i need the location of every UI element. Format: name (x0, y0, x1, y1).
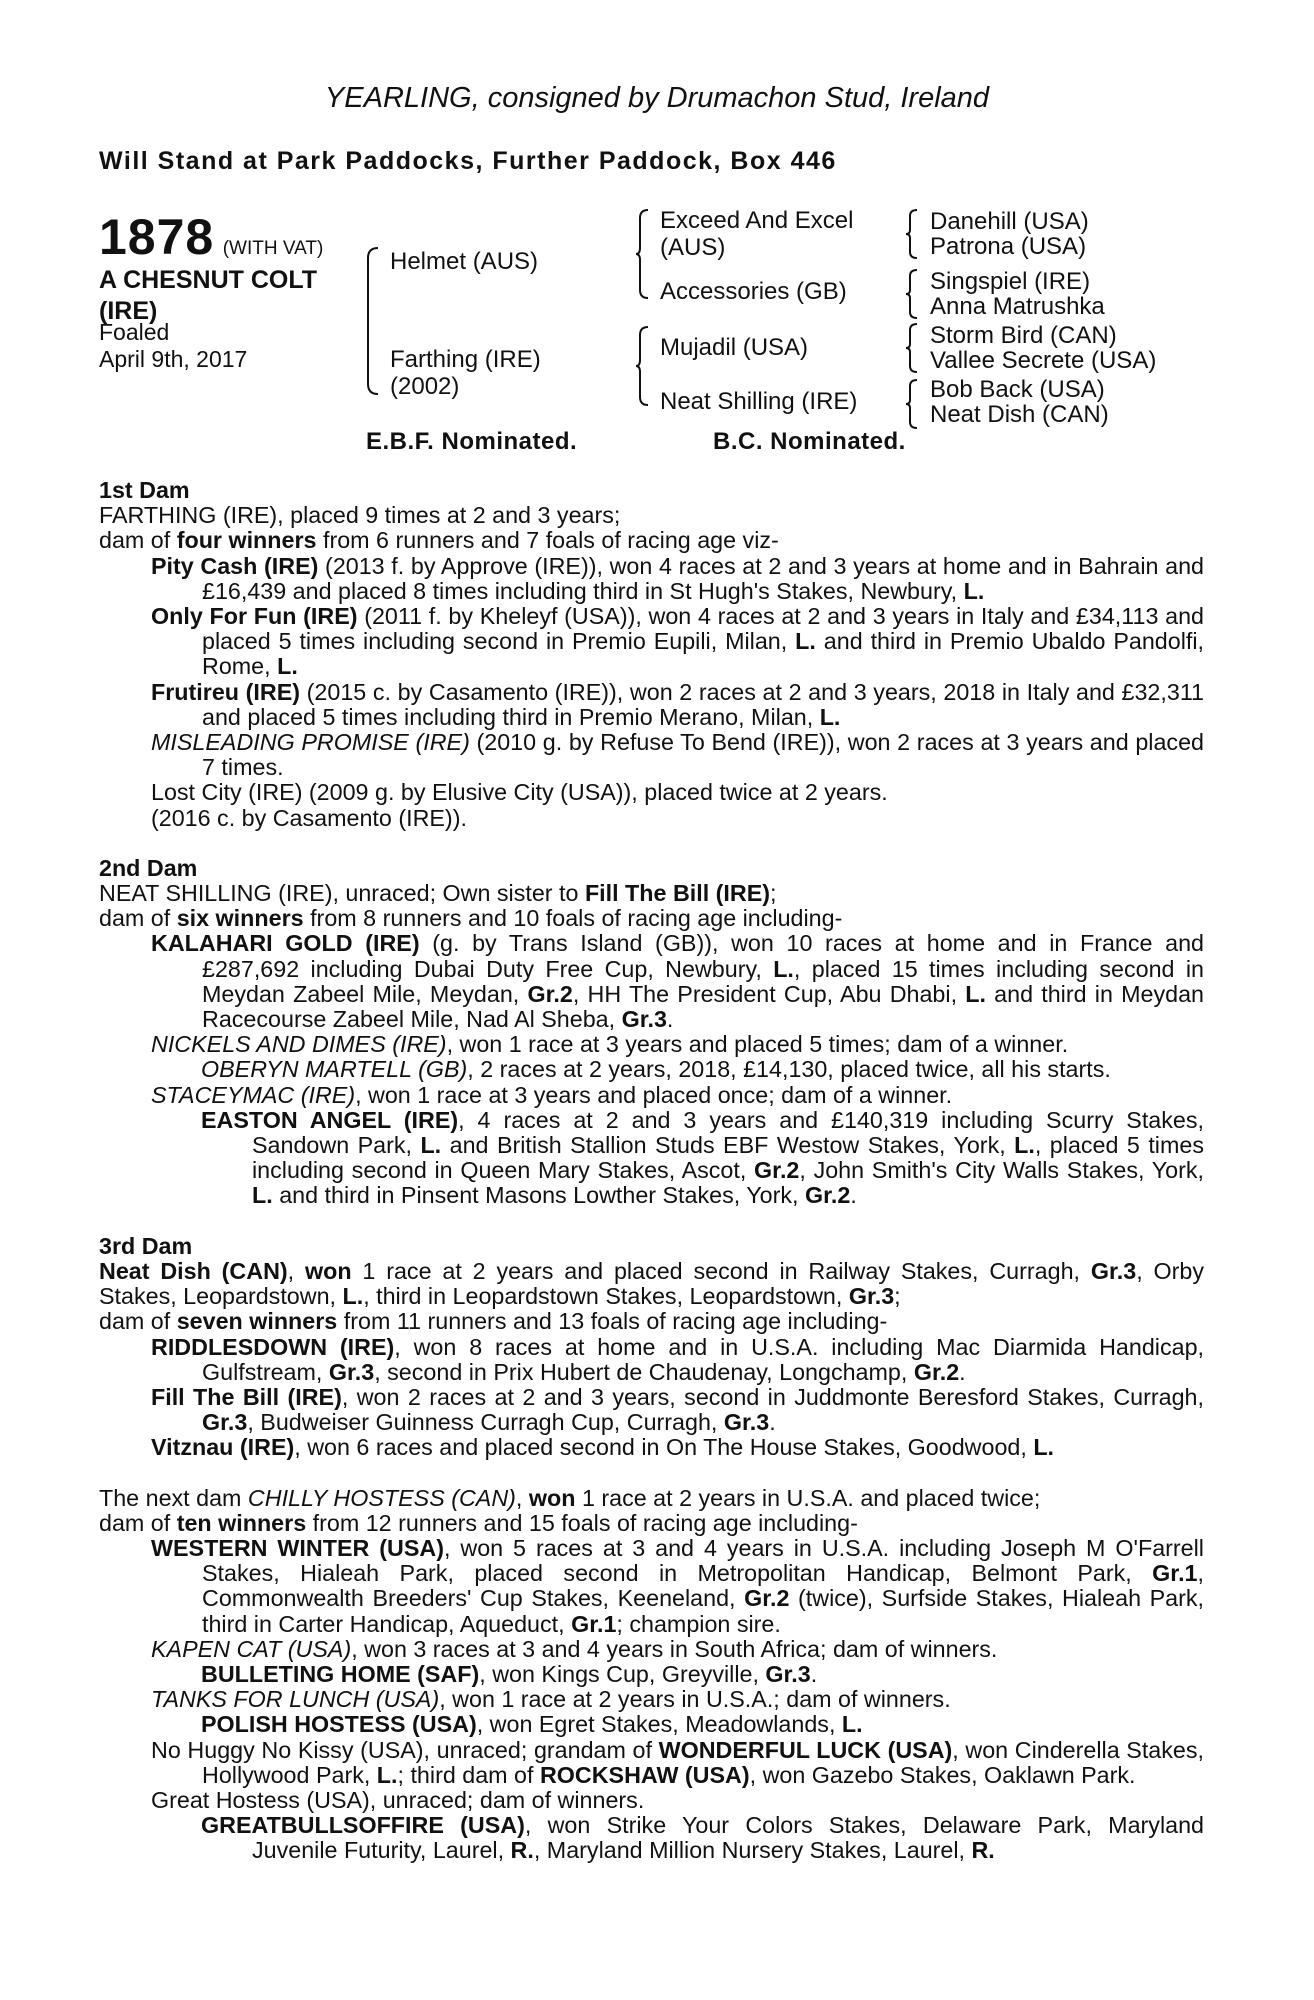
third-dam-title: 3rd Dam (99, 1232, 193, 1259)
grand-progeny-entry: EASTON ANGEL (IRE), 4 races at 2 and 3 years and £140,319 including Scurry Stakes, Sandown Park, L. and British Stallion Studs EBF Westow Stakes, York, L., placed 5 times including second in Queen Mary Stakes, Ascot, Gr.2, John Smith's City Walls Stakes, York, L. and third in Pinsent Masons Lowther Stakes, York, Gr.2. (201, 1106, 1204, 1209)
foaled-block (99, 319, 247, 373)
description-line: A CHESNUT COLT (99, 266, 318, 294)
progeny-entry: STACEYMAC (IRE), won 1 race at 3 years and placed once; dam of a winner. (151, 1081, 953, 1108)
gen3-ssd: Patrona (USA) (930, 233, 1087, 260)
gen3-sdd: Anna Matrushka (930, 293, 1105, 320)
next-dam-summary: dam of ten winners from 12 runners and 15 foals of racing age including- (99, 1509, 858, 1536)
gen3-dds: Bob Back (USA) (930, 376, 1105, 403)
pedigree-brace-sire (636, 208, 652, 300)
gen3-dsd: Vallee Secrete (USA) (930, 347, 1157, 374)
lot-number-block (99, 208, 323, 266)
gen3-ddd: Neat Dish (CAN) (930, 401, 1109, 428)
progeny-entry: Fill The Bill (IRE), won 2 races at 2 and 3 years, second in Juddmonte Beresford Stakes, Curragh, Gr.3, Budweiser Guinness Curragh Cup, Curragh, Gr.3. (151, 1383, 1204, 1436)
dam-sire: Mujadil (USA) (660, 334, 809, 361)
progeny-entry: RIDDLESDOWN (IRE), won 8 races at home and in U.S.A. including Mac Diarmida Handicap, Gulfstream, Gr.3, second in Prix Hubert de Chaudenay, Longchamp, Gr.2. (151, 1333, 1205, 1385)
foaled-label: Foaled (99, 319, 170, 345)
progeny-entry: Frutireu (IRE) (2015 c. by Casamento (IRE)), won 2 races at 2 and 3 years, 2018 in Italy and £32,311 and placed 5 times including third in Premio Merano, Milan, L. (151, 678, 1204, 730)
lot-number: 1878 (99, 209, 215, 265)
pedigree-brace-3b (906, 268, 920, 320)
progeny-entry: Great Hostess (USA), unraced; dam of winners. (151, 1786, 645, 1813)
first-dam-line: FARTHING (IRE), placed 9 times at 2 and 3 years; (99, 502, 621, 529)
gen3-dss: Storm Bird (CAN) (930, 322, 1117, 349)
sire-sire-line: (AUS) (660, 234, 726, 261)
progeny-entry: KAPEN CAT (USA), won 3 races at 3 and 4 years in South Africa; dam of winners. (151, 1635, 998, 1662)
pedigree-brace-3d (906, 378, 920, 430)
progeny-entry: KALAHARI GOLD (IRE) (g. by Trans Island (GB)), won 10 races at home and in France and £287,692 including Dubai Duty Free Cup, Newbury, L., placed 15 times including second in Meydan Zabeel Mile, Meydan, Gr.2, HH The President Cup, Abu Dhabi, L. and third in Meydan Racecourse Zabeel Mile, Nad Al Sheba, Gr.3. (151, 930, 1204, 1033)
catalogue-body (99, 478, 1204, 1864)
second-dam-title: 2nd Dam (99, 854, 198, 881)
third-dam-summary: dam of seven winners from 11 runners and 13 foals of racing age including- (99, 1308, 888, 1335)
bc-nomination: B.C. Nominated. (713, 428, 906, 455)
pedigree-brace-gen1 (364, 246, 382, 396)
progeny-entry: WESTERN WINTER (USA), won 5 races at 3 and 4 years in U.S.A. including Joseph M O'Farrell Stakes, Hialeah Park, placed second in Metropolitan Handicap, Belmont Park, Gr.1, Commonwealth Breeders' Cup Stakes, Keeneland, Gr.2 (twice), Surfside Stakes, Hialeah Park, third in Carter Handicap, Aqueduct, Gr.1; champion sire. (151, 1534, 1204, 1637)
second-dam-line: NEAT SHILLING (IRE), unraced; Own sister to Fill The Bill (IRE); (99, 880, 777, 907)
progeny-entry: Lost City (IRE) (2009 g. by Elusive City (USA)), placed twice at 2 years. (151, 779, 888, 806)
first-dam-title: 1st Dam (99, 477, 190, 503)
pedigree-brace-3c (906, 322, 920, 374)
progeny-entry: (2016 c. by Casamento (IRE)). (151, 804, 467, 831)
lot-description (99, 265, 317, 327)
pedigree-brace-dam (636, 325, 652, 407)
gen3-sds: Singspiel (IRE) (930, 268, 1091, 295)
sire-sire-line: Exceed And Excel (660, 207, 854, 234)
foaled-date: April 9th, 2017 (99, 346, 248, 372)
dam (390, 346, 541, 400)
gen3-sss: Danehill (USA) (930, 208, 1089, 235)
grand-progeny-entry: GREATBULLSOFFIRE (USA), won Strike Your Colors Stakes, Delaware Park, Maryland Juvenile Futurity, Laurel, R., Maryland Million Nursery Stakes, Laurel, R. (201, 1812, 1204, 1864)
location-heading: Will Stand at Park Paddocks, Further Paddock, Box 446 (99, 147, 837, 175)
sire-sire (660, 207, 853, 261)
grand-progeny-entry: OBERYN MARTELL (GB), 2 races at 2 years, 2018, £14,130, placed twice, all his starts. (201, 1056, 1111, 1083)
next-dam-line: The next dam CHILLY HOSTESS (CAN), won 1 race at 2 years in U.S.A. and placed twice; (99, 1484, 1041, 1511)
sire: Helmet (AUS) (390, 248, 539, 275)
first-dam-summary: dam of four winners from 6 runners and 7 foals of racing age viz- (99, 527, 779, 554)
grand-progeny-entry: BULLETING HOME (SAF), won Kings Cup, Greyville, Gr.3. (201, 1660, 818, 1687)
progeny-entry: No Huggy No Kissy (USA), unraced; grandam of WONDERFUL LUCK (USA), won Cinderella Stakes, Hollywood Park, L.; third dam of ROCKSHAW (USA), won Gazebo Stakes, Oaklawn Park. (151, 1736, 1204, 1788)
description-line: (IRE) (99, 297, 158, 325)
progeny-entry: MISLEADING PROMISE (IRE) (2010 g. by Refuse To Bend (IRE)), won 2 races at 3 years and placed 7 times. (151, 729, 1204, 781)
sire-dam: Accessories (GB) (660, 278, 847, 305)
progeny-entry: Only For Fun (IRE) (2011 f. by Kheleyf (USA)), won 4 races at 2 and 3 years in Italy and £34,113 and placed 5 times including second in Premio Eupili, Milan, L. and third in Premio Ubaldo Pandolfi, Rome, L. (151, 603, 1204, 680)
third-dam-line: Neat Dish (CAN), won 1 race at 2 years and placed second in Railway Stakes, Curragh, Gr.3, Orby Stakes, Leopardstown, L., third in Leopardstown Stakes, Leopardstown, Gr.3; (99, 1257, 1204, 1310)
ebf-nomination: E.B.F. Nominated. (366, 428, 578, 455)
vat-note: (WITH VAT) (222, 238, 324, 259)
progeny-entry: Pity Cash (IRE) (2013 f. by Approve (IRE)), won 4 races at 2 and 3 years at home and in Bahrain and £16,439 and placed 8 times including third in St Hugh's Stakes, Newbury, L. (151, 552, 1204, 604)
dam-year: (2002) (390, 373, 460, 400)
dam-dam: Neat Shilling (IRE) (660, 388, 858, 415)
dam-name: Farthing (IRE) (390, 346, 541, 373)
second-dam-summary: dam of six winners from 8 runners and 10 foals of racing age including- (99, 905, 843, 932)
consignment-heading: YEARLING, consigned by Drumachon Stud, Ireland (324, 82, 990, 114)
progeny-entry: TANKS FOR LUNCH (USA), won 1 race at 2 years in U.S.A.; dam of winners. (151, 1686, 951, 1713)
grand-progeny-entry: POLISH HOSTESS (USA), won Egret Stakes, Meadowlands, L. (201, 1711, 863, 1738)
progeny-entry: Vitznau (IRE), won 6 races and placed second in On The House Stakes, Goodwood, L. (151, 1434, 1055, 1461)
pedigree-brace-3a (906, 208, 920, 260)
progeny-entry: NICKELS AND DIMES (IRE), won 1 race at 3 years and placed 5 times; dam of a winner. (151, 1031, 1069, 1058)
